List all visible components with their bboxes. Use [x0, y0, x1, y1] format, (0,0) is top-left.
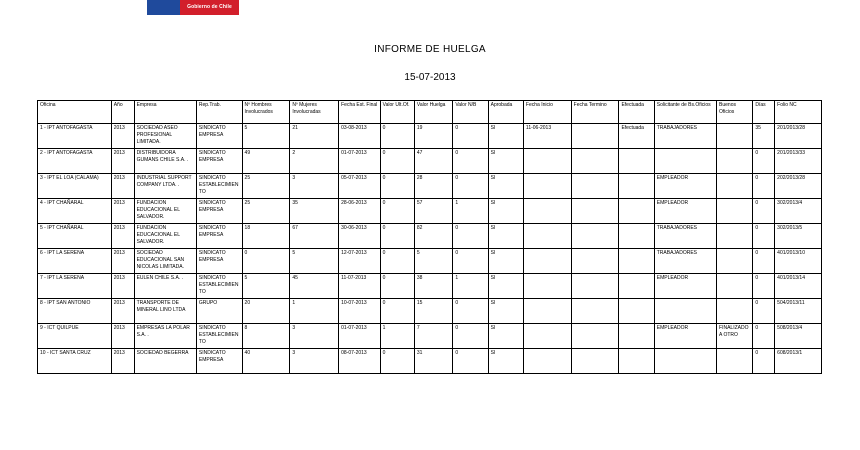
- table-cell: [523, 349, 571, 374]
- table-cell: 11-07-2013: [339, 274, 381, 299]
- table-cell: [571, 324, 619, 349]
- gobierno-logo: [147, 0, 239, 15]
- table-row: [38, 199, 822, 224]
- table-cell: [523, 224, 571, 249]
- table-cell: TRANSPORTE DE MINERAL LINO LTDA: [134, 299, 196, 324]
- table-cell: 0: [753, 224, 775, 249]
- column-header: Días: [753, 101, 775, 124]
- table-cell: [717, 149, 753, 174]
- table-cell: 0: [380, 274, 414, 299]
- column-header: Nº Hombres Involucrados: [242, 101, 290, 124]
- logo-blue-block: [147, 0, 180, 15]
- table-row: [38, 299, 822, 324]
- table-cell: INDUSTRIAL SUPPORT COMPANY LTDA. .: [134, 174, 196, 199]
- table-cell: 19: [414, 124, 452, 149]
- table-cell: 30-06-2013: [339, 224, 381, 249]
- table-cell: 2013: [111, 299, 134, 324]
- table-cell: 1: [290, 299, 339, 324]
- table-cell: 01-07-2013: [339, 324, 381, 349]
- table-cell: 0: [753, 349, 775, 374]
- table-row: [38, 224, 822, 249]
- table-cell: 45: [290, 274, 339, 299]
- table-cell: 0: [380, 299, 414, 324]
- table-cell: SI: [488, 299, 523, 324]
- table-cell: FUNDACION EDUCACIONAL EL SALVADOR.: [134, 224, 196, 249]
- table-cell: EMPLEADOR: [654, 324, 716, 349]
- table-cell: TRABAJADORES: [654, 224, 716, 249]
- table-cell: 5: [242, 274, 290, 299]
- table-cell: 0: [753, 274, 775, 299]
- table-cell: 0: [380, 199, 414, 224]
- table-cell: [523, 249, 571, 274]
- column-header: Oficina: [38, 101, 112, 124]
- table-cell: 201/2013/28: [775, 124, 822, 149]
- table-row: [38, 274, 822, 299]
- table-cell: 49: [242, 149, 290, 174]
- table-cell: 35: [290, 199, 339, 224]
- table-cell: [571, 274, 619, 299]
- table-cell: [571, 349, 619, 374]
- table-cell: 01-07-2013: [339, 149, 381, 174]
- table-cell: [619, 224, 654, 249]
- table-cell: [523, 174, 571, 199]
- table-row: [38, 324, 822, 349]
- table-cell: SI: [488, 224, 523, 249]
- column-header: Empresa: [134, 101, 196, 124]
- table-cell: [717, 349, 753, 374]
- table-cell: [619, 324, 654, 349]
- column-header: Solicitante de Bs.Oficios: [654, 101, 716, 124]
- table-cell: 31: [414, 349, 452, 374]
- table-cell: EMPLEADOR: [654, 174, 716, 199]
- table-row: [38, 149, 822, 174]
- table-cell: 3 - IPT EL LOA (CALAMA): [38, 174, 112, 199]
- table-cell: FINALIZADO A OTRO: [717, 324, 753, 349]
- table-cell: 0: [753, 249, 775, 274]
- table-cell: 3: [290, 349, 339, 374]
- table-cell: 401/2013/10: [775, 249, 822, 274]
- table-cell: [717, 224, 753, 249]
- table-cell: 0: [380, 174, 414, 199]
- table-cell: 1: [453, 199, 488, 224]
- table-cell: [654, 349, 716, 374]
- table-cell: 0: [753, 324, 775, 349]
- table-cell: 0: [453, 149, 488, 174]
- table-cell: 5 - IPT CHAÑARAL: [38, 224, 112, 249]
- table-cell: SOCIEDAD EDUCACIONAL SAN NICOLAS LIMITADA.: [134, 249, 196, 274]
- table-cell: 0: [753, 149, 775, 174]
- table-cell: [619, 199, 654, 224]
- table-cell: 2013: [111, 199, 134, 224]
- table-cell: 2 - IPT ANTOFAGASTA: [38, 149, 112, 174]
- table-cell: 2013: [111, 274, 134, 299]
- table-cell: [571, 249, 619, 274]
- table-cell: 0: [753, 199, 775, 224]
- table-cell: 5: [242, 124, 290, 149]
- table-row: [38, 249, 822, 274]
- column-header: Fecha Termino: [571, 101, 619, 124]
- table-row: [38, 349, 822, 374]
- table-cell: 0: [453, 174, 488, 199]
- table-header-row: [38, 101, 822, 124]
- table-cell: EULEN CHILE S.A. .: [134, 274, 196, 299]
- strike-report-table: [37, 100, 822, 374]
- table-cell: [717, 249, 753, 274]
- table-cell: [523, 299, 571, 324]
- column-header: Valor Ult.Of.: [380, 101, 414, 124]
- table-cell: 0: [453, 224, 488, 249]
- table-cell: [571, 299, 619, 324]
- column-header: Año: [111, 101, 134, 124]
- table-cell: [717, 124, 753, 149]
- table-cell: [619, 349, 654, 374]
- table-cell: 67: [290, 224, 339, 249]
- table-cell: SI: [488, 324, 523, 349]
- table-cell: 2013: [111, 349, 134, 374]
- table-cell: [717, 299, 753, 324]
- table-cell: 9 - ICT QUILPUE: [38, 324, 112, 349]
- table-cell: EMPLEADOR: [654, 274, 716, 299]
- table-cell: 08-07-2013: [339, 349, 381, 374]
- table-cell: 12-07-2013: [339, 249, 381, 274]
- table-cell: 03-08-2013: [339, 124, 381, 149]
- table-cell: 508/2013/4: [775, 324, 822, 349]
- column-header: Valor N/B: [453, 101, 488, 124]
- table-cell: 1: [380, 324, 414, 349]
- table-cell: DISTRIBUIDORA GUMANS CHILE S.A. .: [134, 149, 196, 174]
- table-cell: EMPLEADOR: [654, 199, 716, 224]
- table-cell: [619, 249, 654, 274]
- table-cell: [654, 299, 716, 324]
- table-cell: 504/2013/11: [775, 299, 822, 324]
- column-header: Rep.Trab.: [196, 101, 242, 124]
- table-cell: 0: [453, 299, 488, 324]
- table-cell: Efectuada: [619, 124, 654, 149]
- table-cell: 401/2013/14: [775, 274, 822, 299]
- table-cell: SI: [488, 124, 523, 149]
- table-cell: [523, 274, 571, 299]
- table-cell: 1 - IPT ANTOFAGASTA: [38, 124, 112, 149]
- table-cell: 2013: [111, 149, 134, 174]
- table-cell: 0: [380, 224, 414, 249]
- table-cell: 0: [380, 149, 414, 174]
- table-cell: 28: [414, 174, 452, 199]
- table-cell: [619, 174, 654, 199]
- table-cell: [571, 224, 619, 249]
- table-cell: SI: [488, 199, 523, 224]
- table-cell: SINDICATO EMPRESA: [196, 124, 242, 149]
- table-cell: 6 - IPT LA SERENA: [38, 249, 112, 274]
- table-cell: [717, 274, 753, 299]
- table-cell: 0: [453, 249, 488, 274]
- table-cell: SINDICATO EMPRESA: [196, 249, 242, 274]
- table-cell: 608/2013/1: [775, 349, 822, 374]
- table-cell: 2013: [111, 124, 134, 149]
- table-cell: 7: [414, 324, 452, 349]
- table-cell: 38: [414, 274, 452, 299]
- table-cell: SINDICATO ESTABLECIMIENTO: [196, 274, 242, 299]
- table-cell: 0: [453, 324, 488, 349]
- table-cell: [571, 124, 619, 149]
- table-cell: TRABAJADORES: [654, 124, 716, 149]
- table-cell: [571, 199, 619, 224]
- table-cell: 40: [242, 349, 290, 374]
- table-cell: SINDICATO EMPRESA: [196, 349, 242, 374]
- table-cell: 0: [380, 349, 414, 374]
- table-cell: 4 - IPT CHAÑARAL: [38, 199, 112, 224]
- table-cell: 20: [242, 299, 290, 324]
- table-cell: SINDICATO EMPRESA: [196, 224, 242, 249]
- table-cell: SOCIEDAD BEGERRA: [134, 349, 196, 374]
- column-header: Nº Mujeres Involucradas: [290, 101, 339, 124]
- table-cell: [654, 149, 716, 174]
- table-cell: 8: [242, 324, 290, 349]
- table-cell: 0: [453, 349, 488, 374]
- column-header: Folio NC: [775, 101, 822, 124]
- table-cell: 11-06-2013: [523, 124, 571, 149]
- table-cell: 57: [414, 199, 452, 224]
- table-cell: 202/2013/28: [775, 174, 822, 199]
- table-cell: GRUPO: [196, 299, 242, 324]
- table-cell: 18: [242, 224, 290, 249]
- column-header: Fecha Est. Final: [339, 101, 381, 124]
- report-title: INFORME DE HUELGA: [374, 44, 486, 55]
- table-cell: 5: [414, 249, 452, 274]
- table-cell: 2013: [111, 224, 134, 249]
- table-cell: 7 - IPT LA SERENA: [38, 274, 112, 299]
- table-row: [38, 124, 822, 149]
- table-cell: 47: [414, 149, 452, 174]
- table-cell: 15: [414, 299, 452, 324]
- table-cell: SINDICATO EMPRESA: [196, 199, 242, 224]
- table-cell: 21: [290, 124, 339, 149]
- table-cell: 0: [753, 299, 775, 324]
- table-cell: 5: [290, 249, 339, 274]
- column-header: Aprobada: [488, 101, 523, 124]
- table-cell: 2: [290, 149, 339, 174]
- column-header: Fecha Inicio: [523, 101, 571, 124]
- table-cell: 3: [290, 174, 339, 199]
- table-cell: [619, 149, 654, 174]
- table-cell: 0: [380, 249, 414, 274]
- table-cell: 1: [453, 274, 488, 299]
- table-cell: TRABAJADORES: [654, 249, 716, 274]
- table-cell: [717, 199, 753, 224]
- table-cell: 8 - IPT SAN ANTONIO: [38, 299, 112, 324]
- table-cell: 25: [242, 174, 290, 199]
- table-row: [38, 174, 822, 199]
- table-cell: 10 - ICT SANTA CRUZ: [38, 349, 112, 374]
- table-cell: SI: [488, 249, 523, 274]
- table-cell: 05-07-2013: [339, 174, 381, 199]
- table-cell: [619, 274, 654, 299]
- table-cell: 28-06-2013: [339, 199, 381, 224]
- table-cell: 201/2013/33: [775, 149, 822, 174]
- table-cell: SINDICATO EMPRESA: [196, 149, 242, 174]
- table-cell: SOCIEDAD ASEO PROFESIONAL LIMITADA.: [134, 124, 196, 149]
- table-cell: SI: [488, 349, 523, 374]
- table-cell: 10-07-2013: [339, 299, 381, 324]
- report-date: 15-07-2013: [404, 72, 456, 83]
- table-cell: FUNDACION EDUCACIONAL EL SALVADOR.: [134, 199, 196, 224]
- table-cell: 2013: [111, 249, 134, 274]
- table-cell: [523, 324, 571, 349]
- table-cell: EMPRESAS LA POLAR S.A. .: [134, 324, 196, 349]
- table-cell: [571, 149, 619, 174]
- table-cell: 0: [380, 124, 414, 149]
- table-cell: 0: [753, 174, 775, 199]
- table-cell: 35: [753, 124, 775, 149]
- table-cell: 0: [453, 124, 488, 149]
- column-header: Buenos Oficios: [717, 101, 753, 124]
- table-cell: 82: [414, 224, 452, 249]
- table-cell: [571, 174, 619, 199]
- table-cell: SI: [488, 149, 523, 174]
- column-header: Valor Huelga: [414, 101, 452, 124]
- table-cell: SINDICATO ESTABLECIMIENTO: [196, 324, 242, 349]
- table-cell: 302/2013/5: [775, 224, 822, 249]
- column-header: Efectuada: [619, 101, 654, 124]
- table-cell: 0: [242, 249, 290, 274]
- table-cell: SI: [488, 274, 523, 299]
- table-cell: [523, 149, 571, 174]
- table-cell: 302/2013/4: [775, 199, 822, 224]
- table-cell: [523, 199, 571, 224]
- table-cell: 25: [242, 199, 290, 224]
- table-cell: SINDICATO ESTABLECIMIENTO: [196, 174, 242, 199]
- table-cell: [619, 299, 654, 324]
- table-cell: 3: [290, 324, 339, 349]
- table-cell: SI: [488, 174, 523, 199]
- logo-label: Gobierno de Chile: [180, 0, 239, 15]
- table-cell: 2013: [111, 174, 134, 199]
- table-cell: 2013: [111, 324, 134, 349]
- table-cell: [717, 174, 753, 199]
